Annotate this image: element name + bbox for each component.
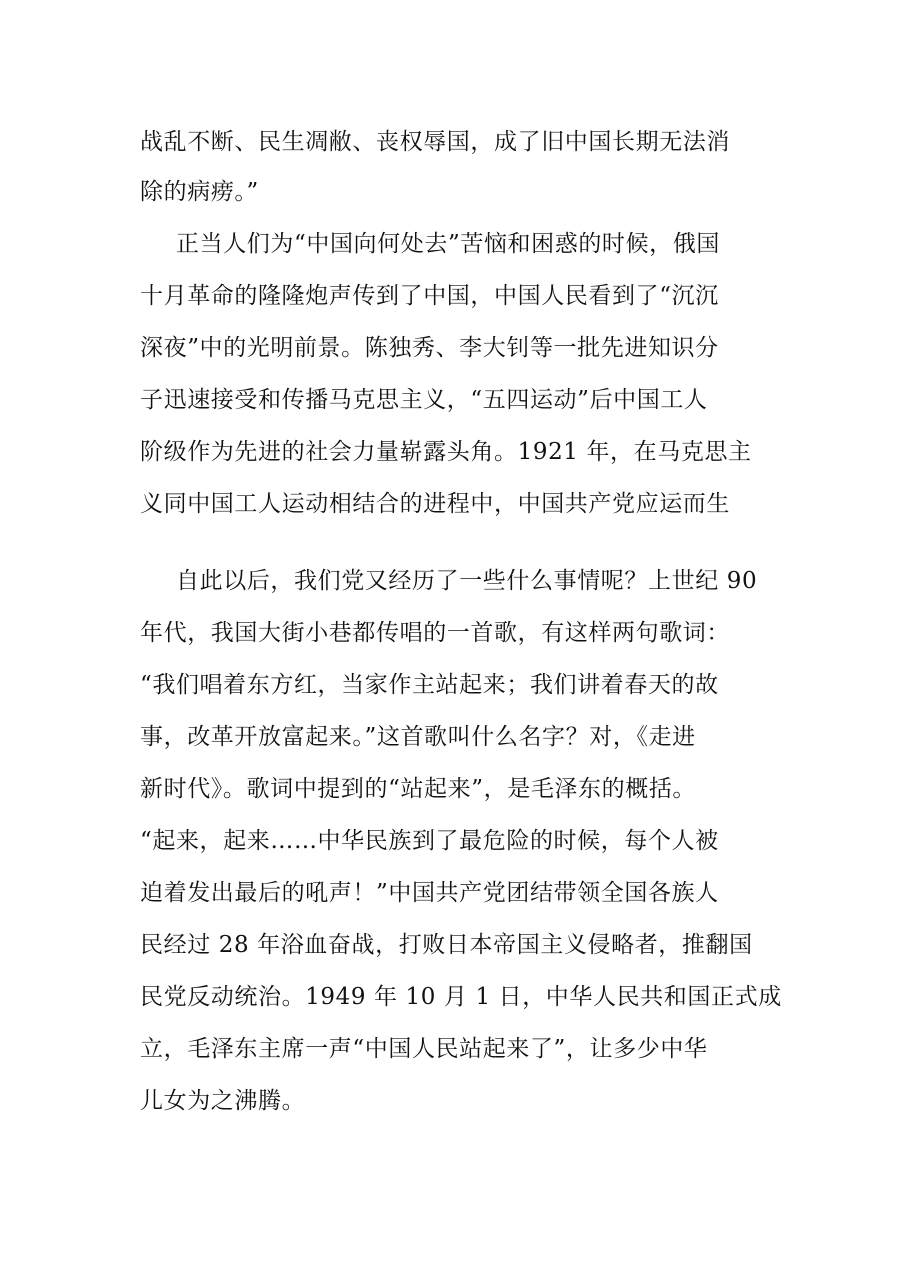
- paragraph-3-line-5: 新时代》。歌词中提到的“站起来”，是毛泽东的概括。: [140, 776, 697, 802]
- paragraph-3-line-10: 立，毛泽东主席一声“中国人民站起来了”，让多少中华: [140, 1036, 708, 1062]
- paragraph-3-line-3: “我们唱着东方红，当家作主站起来；我们讲着春天的故: [140, 672, 719, 698]
- paragraph-1-line-2: 除的病痨。”: [140, 179, 259, 205]
- paragraph-1-line-1: 战乱不断、民生凋敝、丧权辱国，成了旧中国长期无法消: [140, 129, 730, 155]
- paragraph-3-line-7: 迫着发出最后的吼声！”中国共产党团结带领全国各族人: [140, 880, 719, 906]
- paragraph-2-line-2: 十月革命的隆隆炮声传到了中国，中国人民看到了“沉沉: [140, 283, 719, 309]
- paragraph-2-line-4: 子迅速接受和传播马克思主义，“五四运动”后中国工人: [140, 387, 708, 413]
- paragraph-3-line-11: 儿女为之沸腾。: [140, 1088, 306, 1114]
- paragraph-3-line-6: “起来，起来……中华民族到了最危险的时候，每个人被: [140, 828, 719, 854]
- paragraph-3-line-2: 年代，我国大街小巷都传唱的一首歌，有这样两句歌词：: [140, 620, 730, 646]
- paragraph-3-line-4: 事，改革开放富起来。”这首歌叫什么名字？对，《走进: [140, 724, 696, 750]
- paragraph-3-line-1: 自此以后，我们党又经历了一些什么事情呢？上世纪 90: [176, 568, 758, 594]
- paragraph-2-line-5: 阶级作为先进的社会力量崭露头角。1921 年，在马克思主: [140, 439, 752, 465]
- paragraph-2-line-6: 义同中国工人运动相结合的进程中，中国共产党应运而生: [140, 491, 730, 517]
- paragraph-3-line-8: 民经过 28 年浴血奋战，打败日本帝国主义侵略者，推翻国: [140, 932, 753, 958]
- paragraph-3-line-9: 民党反动统治。1949 年 10 月 1 日，中华人民共和国正式成: [140, 984, 782, 1010]
- paragraph-2-line-3: 深夜”中的光明前景。陈独秀、李大钊等一批先进知识分: [140, 335, 719, 361]
- paragraph-2-line-1: 正当人们为“中国向何处去”苦恼和困惑的时候，俄国: [176, 231, 720, 257]
